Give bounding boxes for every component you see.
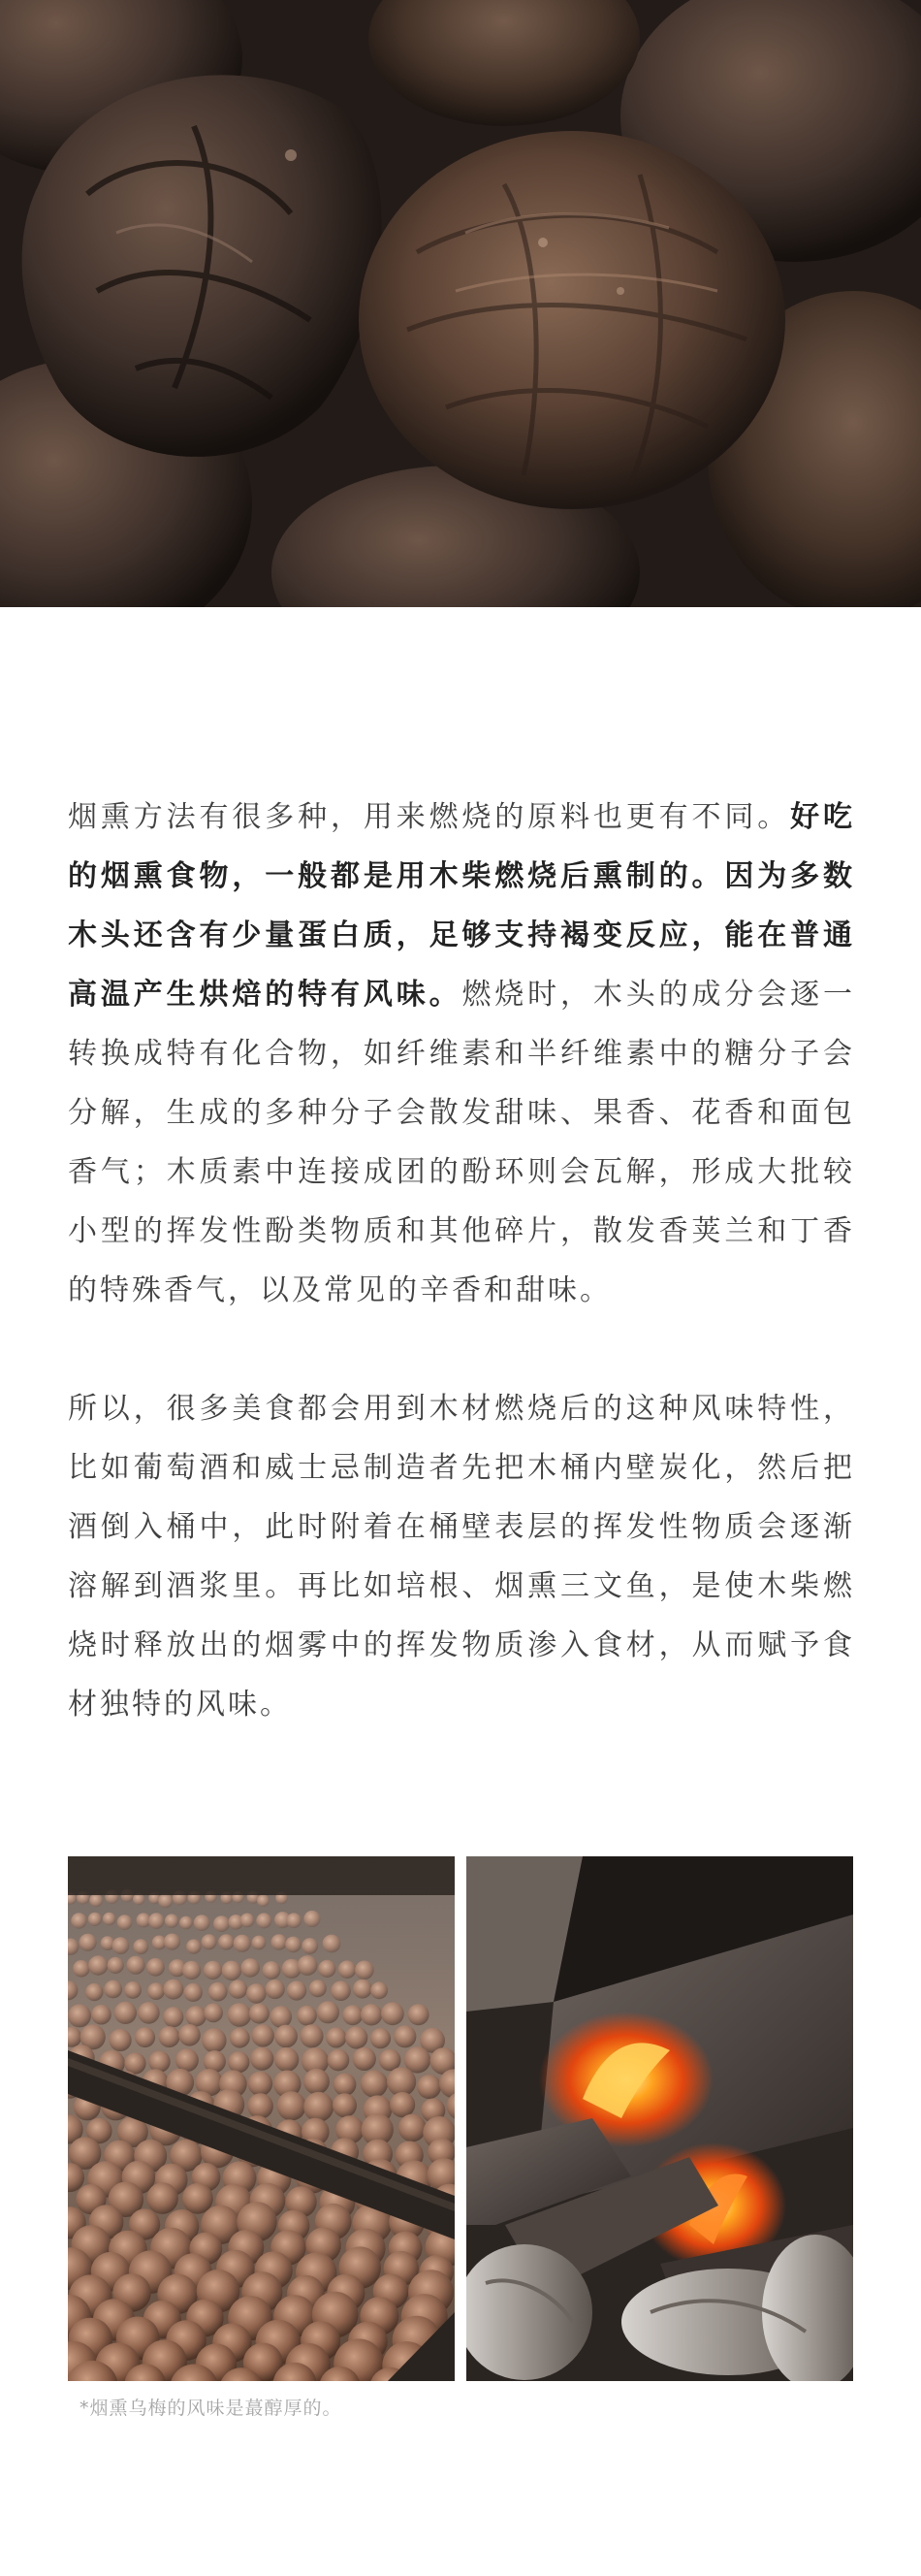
wood-fire-illustration	[466, 1856, 853, 2381]
paragraph-1-intro: 烟熏方法有很多种，用来燃烧的原料也更有不同。	[68, 800, 791, 834]
photo-wood-fire	[466, 1856, 853, 2381]
hero-image-smoked-plums	[0, 0, 921, 607]
photo-caption: *烟熏乌梅的风味是蕞醇厚的。	[79, 2398, 342, 2419]
article-paragraph-2: 所以，很多美食都会用到木材燃烧后的这种风味特性，比如葡萄酒和威士忌制造者先把木桶内壁炭化，然后把酒倒入桶中，此时附着在桶壁表层的挥发性物质会逐渐溶解到酒浆里。再比如培根、烟熏三文鱼，是使木柴燃烧时释放出的烟雾中的挥发物质渗入食材，从而赋予食材独特的风味。	[68, 1392, 855, 1722]
paragraph-1-detail: 燃烧时，木头的成分会逐一转换成特有化合物，如纤维素和半纤维素中的糖分子会分解，生成的多种分子会散发甜味、果香、花香和面包香气；木质素中连接成团的酚环则会瓦解，形成大批较小型的挥发性酚类物质和其他碎片，散发香荚兰和丁香的特殊香气，以及常见的辛香和甜味。	[68, 978, 856, 1307]
photo-plums-smoking-rack	[68, 1856, 455, 2381]
article-paragraph-1	[68, 788, 855, 1320]
plums-rack-illustration	[68, 1856, 455, 2381]
paragraph-1-highlight: 好吃的烟熏食物，一般都是用木柴燃烧后熏制的。因为多数木头还含有少量蛋白质，足够支持褐变反应，能在普通高温产生烘焙的特有风味。	[68, 800, 856, 1012]
article-body	[68, 788, 855, 1734]
hero-illustration	[0, 0, 921, 607]
